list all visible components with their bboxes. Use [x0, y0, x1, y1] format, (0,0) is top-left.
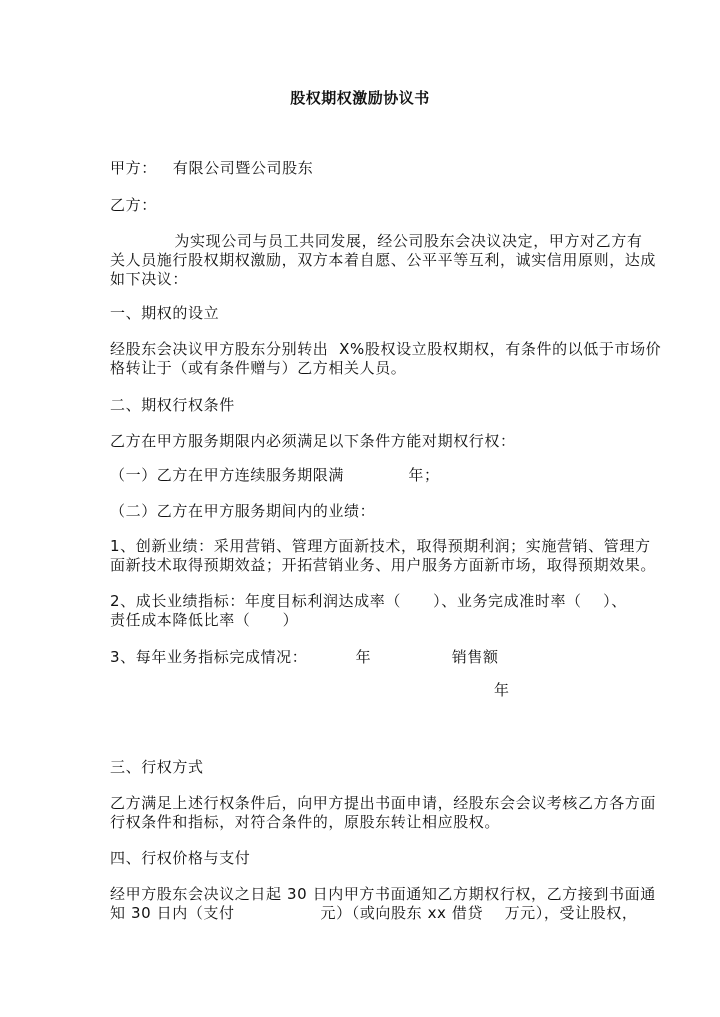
condition-1: （一）乙方在甲方连续服务期限满 年； — [110, 466, 440, 484]
party-a: 甲方： 有限公司暨公司股东 — [110, 159, 314, 177]
section-2-intro: 乙方在甲方服务期限内必须满足以下条件方能对期权行权： — [110, 432, 516, 450]
section-2-heading: 二、期权行权条件 — [110, 396, 235, 414]
document-title: 股权期权激励协议书 — [290, 89, 430, 107]
item-2: 责任成本降低比率（ ） — [110, 611, 299, 629]
section-1-body: 经股东会决议甲方股东分别转出 X%股权设立股权期权，有条件的以低于市场价 — [110, 340, 662, 358]
item-1: 1、创新业绩：采用营销、管理方面新技术，取得预期利润；实施营销、管理方 — [110, 537, 651, 555]
condition-2: （二）乙方在甲方服务期间内的业绩： — [110, 502, 376, 520]
party-b: 乙方： — [110, 196, 157, 214]
item-3-year: 年 — [494, 681, 510, 699]
item-3: 3、每年业务指标完成情况： 年 销售额 — [110, 648, 499, 666]
section-4-body: 经甲方股东会决议之日起 30 日内甲方书面通知乙方期权行权，乙方接到书面通 — [110, 885, 656, 903]
item-2: 2、成长业绩指标：年度目标利润达成率（ ）、业务完成准时率（ ）、 — [110, 592, 627, 610]
section-4-heading: 四、行权价格与支付 — [110, 849, 251, 867]
item-1: 面新技术取得预期效益；开拓营销业务、用户服务方面新市场，取得预期效果。 — [110, 556, 657, 574]
section-4-body: 知 30 日内（支付 元）（或向股东 xx 借贷 万元），受让股权， — [110, 904, 638, 922]
section-3-body: 行权条件和指标，对符合条件的，原股东转让相应股权。 — [110, 813, 501, 831]
section-3-heading: 三、行权方式 — [110, 758, 204, 776]
section-1-body: 格转让于（或有条件赠与）乙方相关人员。 — [110, 359, 407, 377]
section-1-heading: 一、期权的设立 — [110, 304, 220, 322]
intro-line: 关人员施行股权期权激励，双方本着自愿、公平平等互利，诚实信用原则，达成 — [110, 251, 657, 269]
intro-line: 如下决议： — [110, 270, 189, 288]
section-3-body: 乙方满足上述行权条件后，向甲方提出书面申请，经股东会会议考核乙方各方面 — [110, 794, 657, 812]
intro-line: 为实现公司与员工共同发展，经公司股东会决议决定，甲方对乙方有 — [110, 232, 643, 250]
